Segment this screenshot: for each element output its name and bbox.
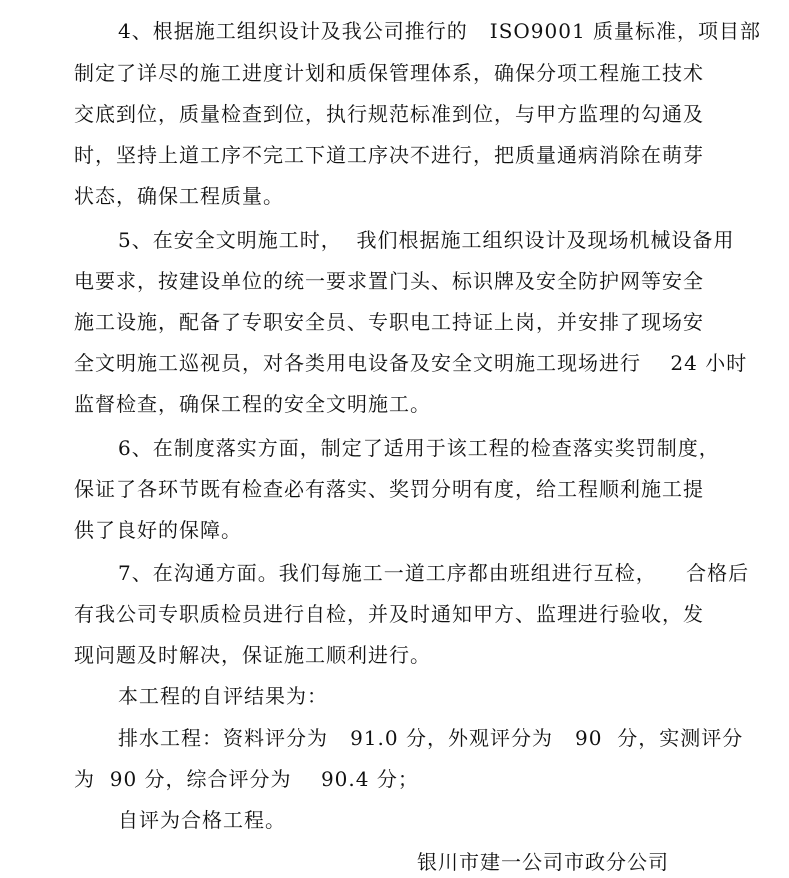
paragraph-7-line-3: 现问题及时解决，保证施工顺利进行。 [74, 643, 431, 667]
paragraph-5-line-1: 5、在安全文明施工时， 我们根据施工组织设计及现场机械设备用 [118, 228, 735, 252]
paragraph-5-line-4: 全文明施工巡视员，对各类用电设备及安全文明施工现场进行 24 小时 [74, 351, 748, 375]
paragraph-5-line-2: 电要求，按建设单位的统一要求置门头、标识牌及安全防护网等安全 [74, 269, 704, 293]
paragraph-6-line-2: 保证了各环节既有检查必有落实、奖罚分明有度，给工程顺利施工提 [74, 477, 704, 501]
paragraph-6-line-1: 6、在制度落实方面，制定了适用于该工程的检查落实奖罚制度， [118, 436, 720, 460]
paragraph-4-line-3: 交底到位，质量检查到位，执行规范标准到位，与甲方监理的勾通及 [74, 102, 704, 126]
paragraph-4-line-4: 时，坚持上道工序不完工下道工序决不进行，把质量通病消除在萌芽 [74, 143, 704, 167]
paragraph-6-line-3: 供了良好的保障。 [74, 518, 242, 542]
evaluation-heading: 本工程的自评结果为： [118, 684, 328, 708]
paragraph-4-line-5: 状态，确保工程质量。 [74, 184, 284, 208]
paragraph-7-line-2: 有我公司专职质检员进行自检，并及时通知甲方、监理进行验收，发 [74, 602, 704, 626]
paragraph-4-line-1: 4、根据施工组织设计及我公司推行的 ISO9001 质量标准，项目部 [118, 19, 762, 43]
paragraph-7-line-1: 7、在沟通方面。我们每施工一道工序都由班组进行互检， 合格后 [118, 561, 750, 585]
paragraph-4-line-2: 制定了详尽的施工进度计划和质保管理体系，确保分项工程施工技术 [74, 61, 704, 85]
evaluation-drainage-line-2: 为 90 分，综合评分为 90.4 分； [74, 767, 419, 791]
evaluation-drainage-line-1: 排水工程：资料评分为 91.0 分，外观评分为 90 分，实测评分 [118, 726, 744, 750]
evaluation-conclusion: 自评为合格工程。 [118, 808, 286, 832]
company-signature: 银川市建一公司市政分公司 [417, 850, 669, 874]
paragraph-5-line-3: 施工设施，配备了专职安全员、专职电工持证上岗，并安排了现场安 [74, 310, 704, 334]
paragraph-5-line-5: 监督检查，确保工程的安全文明施工。 [74, 392, 431, 416]
